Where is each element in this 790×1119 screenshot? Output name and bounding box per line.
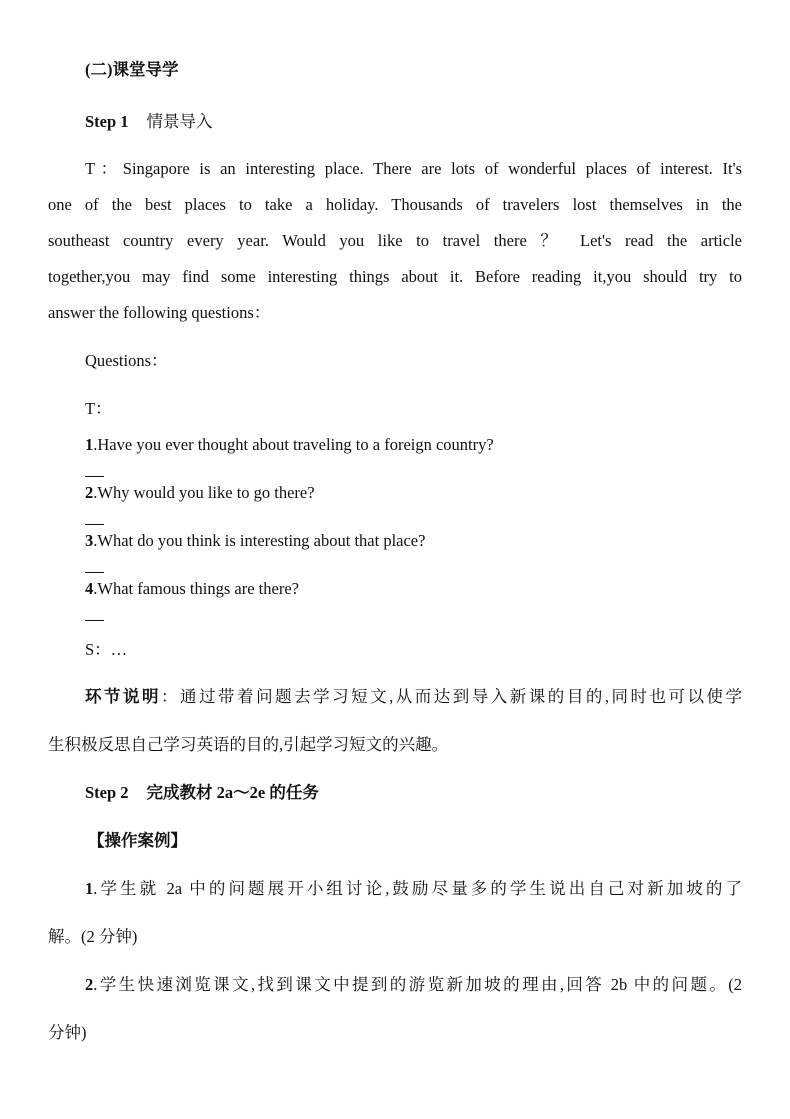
answer-blank-4 xyxy=(85,620,104,621)
student-answer: S：… xyxy=(85,640,128,659)
note-label: 环节说明 xyxy=(85,687,162,706)
item-text: .学生就 2a 中的问题展开小组讨论,鼓励尽量多的学生说出自己对新加坡的了 xyxy=(93,879,742,898)
note-text: ：通过带着问题去学习短文,从而达到导入新课的目的,同时也可以使学 xyxy=(161,687,743,706)
note-line-1 xyxy=(85,687,742,707)
step2-heading xyxy=(85,783,319,803)
case-item-1-line-2: 解。(2 分钟) xyxy=(48,927,138,946)
case-item-2-line-1 xyxy=(85,975,742,995)
question-number: 3 xyxy=(85,531,94,550)
case-item-1-line-1 xyxy=(85,879,742,899)
question-1 xyxy=(85,435,494,455)
section-title: (二)课堂导学 xyxy=(85,60,179,79)
paragraph-line-5: answer the following questions： xyxy=(48,303,271,322)
case-item-2-line-2: 分钟) xyxy=(48,1023,87,1042)
answer-blank-3 xyxy=(85,572,104,573)
step1-title: 情景导入 xyxy=(146,112,213,131)
question-number: 2 xyxy=(85,483,94,502)
item-text: .学生快速浏览课文,找到课文中提到的游览新加坡的理由,回答 2b 中的问题。(2 xyxy=(93,975,742,994)
step2-title: 完成教材 2a～2e 的任务 xyxy=(146,783,319,802)
paragraph-line-3: southeast country every year. Would you like to travel there ？ Let's read the article xyxy=(48,231,742,250)
question-2 xyxy=(85,483,315,503)
question-4 xyxy=(85,579,299,599)
question-text: .What famous things are there? xyxy=(93,579,299,598)
answer-blank-1 xyxy=(85,476,104,477)
question-text: .Why would you like to go there? xyxy=(93,483,315,502)
paragraph-line-1: T：Singapore is an interesting place. There are lots of wonderful places of interest. It's xyxy=(85,159,742,178)
question-3 xyxy=(85,531,425,551)
step2-label: Step 2 xyxy=(85,783,129,802)
case-title: 【操作案例】 xyxy=(88,831,187,850)
step1-heading xyxy=(85,112,213,132)
note-line-2: 生积极反思自己学习英语的目的,引起学习短文的兴趣。 xyxy=(48,735,449,754)
step1-label: Step 1 xyxy=(85,112,129,131)
item-number: 1 xyxy=(85,879,94,898)
paragraph-line-4: together,you may find some interesting things about it. Before reading it,you should try to xyxy=(48,267,742,286)
question-text: .Have you ever thought about traveling to a foreign country? xyxy=(93,435,494,454)
question-number: 4 xyxy=(85,579,94,598)
answer-blank-2 xyxy=(85,524,104,525)
teacher-label: T： xyxy=(85,399,112,418)
paragraph-line-2: one of the best places to take a holiday. Thousands of travelers lost themselves in the xyxy=(48,195,742,214)
questions-label: Questions： xyxy=(85,351,168,370)
item-number: 2 xyxy=(85,975,94,994)
question-number: 1 xyxy=(85,435,94,454)
question-text: .What do you think is interesting about that place? xyxy=(93,531,426,550)
